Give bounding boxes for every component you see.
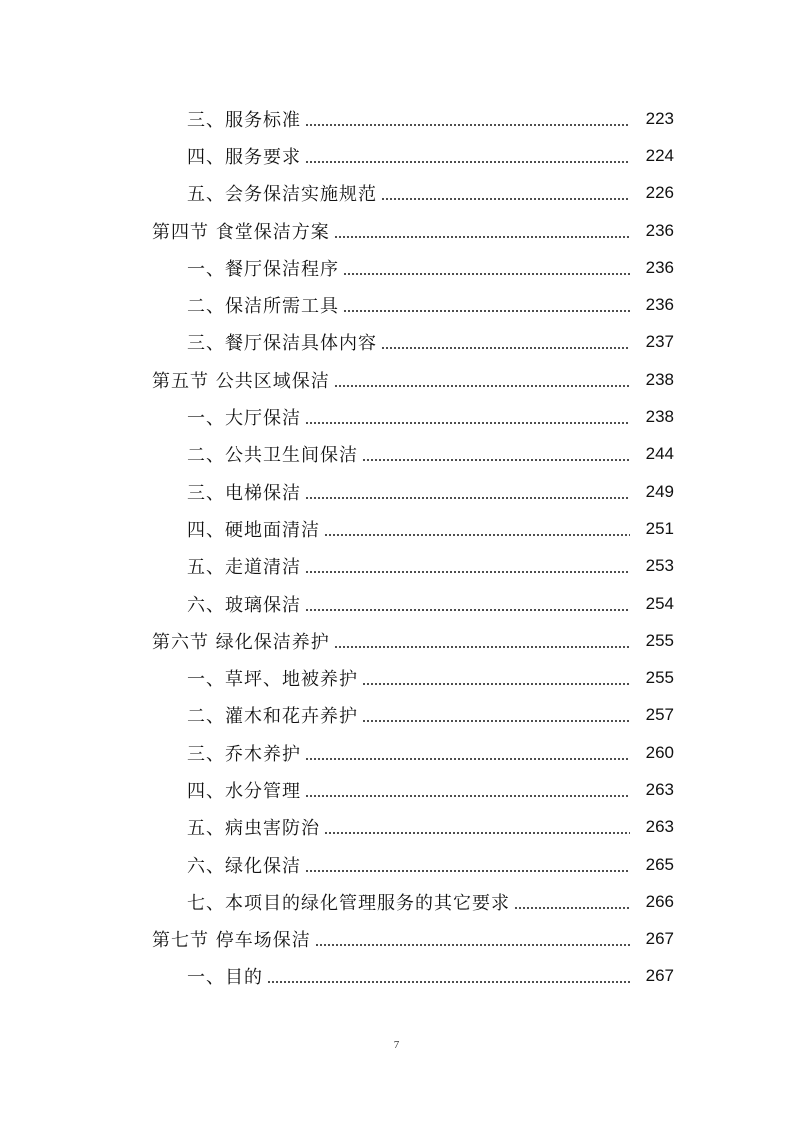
toc-entry-page-number: 260 (645, 742, 674, 762)
toc-entry-title: 六、绿化保洁 (187, 855, 301, 877)
toc-entry-page-number: 267 (645, 929, 674, 949)
toc-subsection-entry[interactable] (0, 771, 793, 808)
toc-dot-leader (305, 758, 630, 760)
toc-dot-leader (305, 609, 630, 611)
toc-entry-title: 一、大厅保洁 (187, 408, 301, 430)
toc-entry-page-number: 244 (645, 444, 674, 464)
toc-entry-page-number: 254 (645, 593, 674, 613)
toc-entry-title: 三、服务标准 (187, 109, 301, 131)
toc-dot-leader (362, 459, 630, 461)
toc-entry-title: 第五节 公共区域保洁 (152, 370, 330, 392)
toc-entry-title: 二、灌木和花卉养护 (187, 706, 358, 728)
toc-dot-leader (305, 870, 630, 872)
toc-subsection-entry[interactable] (0, 286, 793, 323)
toc-dot-leader (334, 646, 630, 648)
toc-subsection-entry[interactable] (0, 734, 793, 771)
toc-subsection-entry[interactable] (0, 585, 793, 622)
toc-entry-page-number: 223 (645, 108, 674, 128)
toc-dot-leader (362, 683, 630, 685)
toc-entry-title: 四、水分管理 (187, 780, 301, 802)
toc-entry-title: 四、硬地面清洁 (187, 519, 320, 541)
toc-dot-leader (343, 273, 630, 275)
toc-entry-page-number: 236 (645, 220, 674, 240)
toc-entry-title: 一、餐厅保洁程序 (187, 258, 339, 280)
toc-entry-title: 第七节 停车场保洁 (152, 930, 311, 952)
toc-subsection-entry[interactable] (0, 883, 793, 920)
toc-entry-page-number: 238 (645, 407, 674, 427)
toc-section-entry[interactable] (0, 361, 793, 398)
toc-subsection-entry[interactable] (0, 398, 793, 435)
toc-subsection-entry[interactable] (0, 846, 793, 883)
toc-subsection-entry[interactable] (0, 548, 793, 585)
toc-section-entry[interactable] (0, 622, 793, 659)
toc-entry-page-number: 237 (645, 332, 674, 352)
toc-entry-title: 三、餐厅保洁具体内容 (187, 333, 377, 355)
toc-entry-page-number: 224 (645, 145, 674, 165)
toc-dot-leader (324, 534, 630, 536)
toc-entry-title: 五、病虫害防治 (187, 818, 320, 840)
toc-entry-page-number: 263 (645, 779, 674, 799)
toc-dot-leader (315, 944, 630, 946)
toc-subsection-entry[interactable] (0, 100, 793, 137)
toc-dot-leader (267, 981, 630, 983)
toc-subsection-entry[interactable] (0, 249, 793, 286)
toc-entry-title: 第六节 绿化保洁养护 (152, 631, 330, 653)
toc-dot-leader (305, 124, 630, 126)
toc-entry-title: 六、玻璃保洁 (187, 594, 301, 616)
toc-entry-page-number: 251 (645, 518, 674, 538)
toc-subsection-entry[interactable] (0, 137, 793, 174)
toc-entry-page-number: 238 (645, 369, 674, 389)
toc-entry-title: 二、保洁所需工具 (187, 296, 339, 318)
toc-subsection-entry[interactable] (0, 473, 793, 510)
toc-section-entry[interactable] (0, 921, 793, 958)
toc-dot-leader (305, 571, 630, 573)
toc-entry-title: 七、本项目的绿化管理服务的其它要求 (187, 892, 510, 914)
toc-dot-leader (381, 198, 630, 200)
toc-subsection-entry[interactable] (0, 697, 793, 734)
toc-dot-leader (305, 422, 630, 424)
toc-entry-page-number: 253 (645, 556, 674, 576)
toc-entry-title: 三、乔木养护 (187, 743, 301, 765)
toc-entry-page-number: 226 (645, 183, 674, 203)
toc-dot-leader (305, 161, 630, 163)
toc-dot-leader (334, 236, 630, 238)
table-of-contents (0, 100, 793, 995)
toc-section-entry[interactable] (0, 212, 793, 249)
toc-subsection-entry[interactable] (0, 659, 793, 696)
toc-entry-page-number: 255 (645, 668, 674, 688)
toc-dot-leader (324, 832, 630, 834)
toc-entry-page-number: 236 (645, 257, 674, 277)
toc-dot-leader (343, 310, 630, 312)
toc-dot-leader (381, 347, 630, 349)
toc-entry-page-number: 265 (645, 854, 674, 874)
toc-entry-page-number: 249 (645, 481, 674, 501)
toc-subsection-entry[interactable] (0, 958, 793, 995)
toc-entry-title: 一、草坪、地被养护 (187, 669, 358, 691)
toc-entry-title: 五、会务保洁实施规范 (187, 184, 377, 206)
toc-dot-leader (514, 907, 630, 909)
toc-subsection-entry[interactable] (0, 436, 793, 473)
toc-subsection-entry[interactable] (0, 175, 793, 212)
toc-entry-page-number: 236 (645, 295, 674, 315)
toc-entry-title: 三、电梯保洁 (187, 482, 301, 504)
toc-subsection-entry[interactable] (0, 324, 793, 361)
toc-dot-leader (305, 795, 630, 797)
toc-entry-page-number: 255 (645, 630, 674, 650)
toc-dot-leader (362, 720, 630, 722)
toc-entry-page-number: 257 (645, 705, 674, 725)
toc-subsection-entry[interactable] (0, 510, 793, 547)
toc-entry-page-number: 266 (645, 891, 674, 911)
toc-entry-title: 一、目的 (187, 967, 263, 989)
toc-entry-title: 五、走道清洁 (187, 557, 301, 579)
toc-entry-page-number: 267 (645, 966, 674, 986)
toc-entry-title: 第四节 食堂保洁方案 (152, 221, 330, 243)
page-number: 7 (393, 1039, 400, 1051)
toc-entry-page-number: 263 (645, 817, 674, 837)
toc-dot-leader (305, 497, 630, 499)
toc-entry-title: 二、公共卫生间保洁 (187, 445, 358, 467)
toc-subsection-entry[interactable] (0, 809, 793, 846)
toc-entry-title: 四、服务要求 (187, 146, 301, 168)
toc-dot-leader (334, 385, 630, 387)
